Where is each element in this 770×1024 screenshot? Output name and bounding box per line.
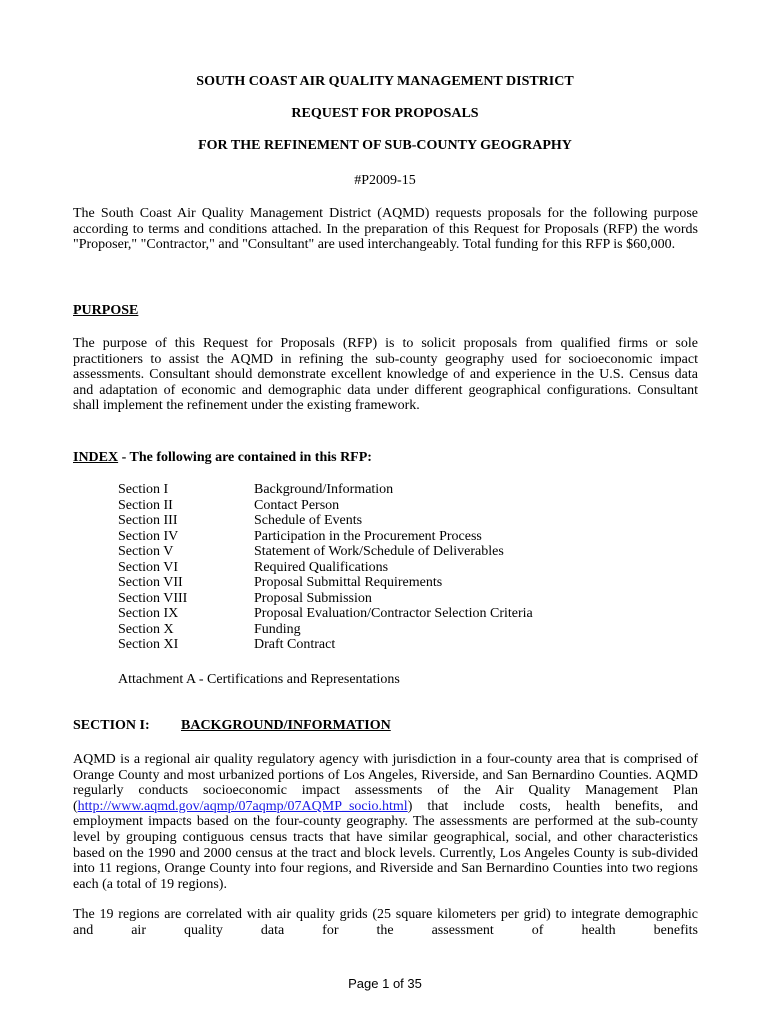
index-section-number: Section IX xyxy=(118,606,179,621)
index-section-number: Section X xyxy=(118,621,174,637)
index-section-title: Required Qualifications xyxy=(254,559,389,575)
index-section-number: Section VI xyxy=(118,559,179,575)
index-section-title: Draft Contract xyxy=(254,637,336,652)
index-section-title: Proposal Evaluation/Contractor Selection Criteria xyxy=(254,606,533,621)
index-section-title: Proposal Submission xyxy=(254,590,372,606)
index-section-number: Section XI xyxy=(118,637,179,652)
section1-paragraph-2: The 19 regions are correlated with air quality grids (25 square kilometers per grid) to integrate demographic and air quality data for the assessment of health benefits xyxy=(73,907,698,938)
section1-p1-text-a: AQMD is a regional air quality regulatory agency with jurisdiction in a four-county area that is comprised of Orange County and most urbanized portions of Los Angeles, Riverside, and San Bernardino Counties. AQMD regularly conducts socioeconomic impact assessments of the Air Quality Management Plan ( xyxy=(73,752,698,814)
section1-heading xyxy=(73,718,391,734)
index-section-title: Proposal Submittal Requirements xyxy=(254,575,443,590)
section1-paragraph-1 xyxy=(73,752,698,892)
intro-paragraph: The South Coast Air Quality Management District (AQMD) requests proposals for the following purpose according to terms and conditions attached. In the preparation of this Request for Proposals (RFP) the words "Proposer," "Contractor," and "Consultant" are used interchangeably. Total funding for this RFP is $60,000. xyxy=(73,206,698,253)
index-row xyxy=(118,498,533,514)
section1-title: BACKGROUND/INFORMATION xyxy=(181,718,391,733)
index-row xyxy=(118,560,533,576)
index-row xyxy=(118,591,533,607)
index-section-title: Contact Person xyxy=(254,497,340,513)
index-section-number: Section IV xyxy=(118,528,179,544)
index-section-title: Schedule of Events xyxy=(254,513,363,528)
doc-type-title: REQUEST FOR PROPOSALS xyxy=(291,106,479,121)
aqmp-socio-link[interactable]: http://www.aqmd.gov/aqmp/07aqmp/07AQMP_socio.html xyxy=(77,798,408,814)
index-section-number: Section V xyxy=(118,544,174,559)
index-section-title: Participation in the Procurement Process xyxy=(254,528,482,544)
index-section-number: Section II xyxy=(118,497,173,513)
org-title: SOUTH COAST AIR QUALITY MANAGEMENT DISTRICT xyxy=(196,74,574,89)
index-section-number: Section I xyxy=(118,482,169,497)
purpose-heading: PURPOSE xyxy=(73,303,139,318)
index-section-title: Background/Information xyxy=(254,482,394,497)
purpose-paragraph: The purpose of this Request for Proposals (RFP) is to solicit proposals from qualified firms or sole practitioners to assist the AQMD in refining the sub-county geography used for socioeconomic impact assessments. Consultant should demonstrate excellent knowledge of and experience in the U.S. Census data and adaptation of economic and demographic data under different geographical configurations. Consultant shall implement the refinement under the existing framework. xyxy=(73,336,698,414)
attachment-line: Attachment A - Certifications and Representations xyxy=(118,672,400,687)
page-number: Page 1 of 35 xyxy=(348,976,422,991)
rfp-number: #P2009-15 xyxy=(354,173,416,188)
index-row xyxy=(118,544,533,560)
index-table xyxy=(118,482,533,653)
index-heading-rest: - The following are contained in this RFP: xyxy=(118,450,372,465)
section1-p1-text-b: ) that include costs, health benefits, and employment impacts based on the four-county geography. The assessments are performed at the sub-county level by grouping contiguous census tracts that have similar geographical, social, and other characteristics based on the 1990 and 2000 census at the tract and block levels. Currently, Los Angeles County is sub-divided into 11 regions, Orange County into four regions, and Riverside and San Bernardino Counties into two regions each (a total of 19 regions). xyxy=(73,798,698,892)
index-heading xyxy=(73,450,372,466)
index-section-number: Section VII xyxy=(118,575,183,590)
index-heading-label: INDEX xyxy=(73,450,119,465)
subject-title: FOR THE REFINEMENT OF SUB-COUNTY GEOGRAPHY xyxy=(198,138,572,153)
index-row xyxy=(118,575,533,591)
index-row xyxy=(118,637,533,653)
index-row xyxy=(118,606,533,622)
index-row xyxy=(118,513,533,529)
index-section-title: Statement of Work/Schedule of Deliverables xyxy=(254,544,504,559)
index-row xyxy=(118,482,533,498)
section1-label: SECTION I: xyxy=(73,718,150,733)
index-section-title: Funding xyxy=(254,621,301,637)
index-section-number: Section III xyxy=(118,513,178,528)
index-row xyxy=(118,529,533,545)
index-section-number: Section VIII xyxy=(118,590,188,606)
index-row xyxy=(118,622,533,638)
